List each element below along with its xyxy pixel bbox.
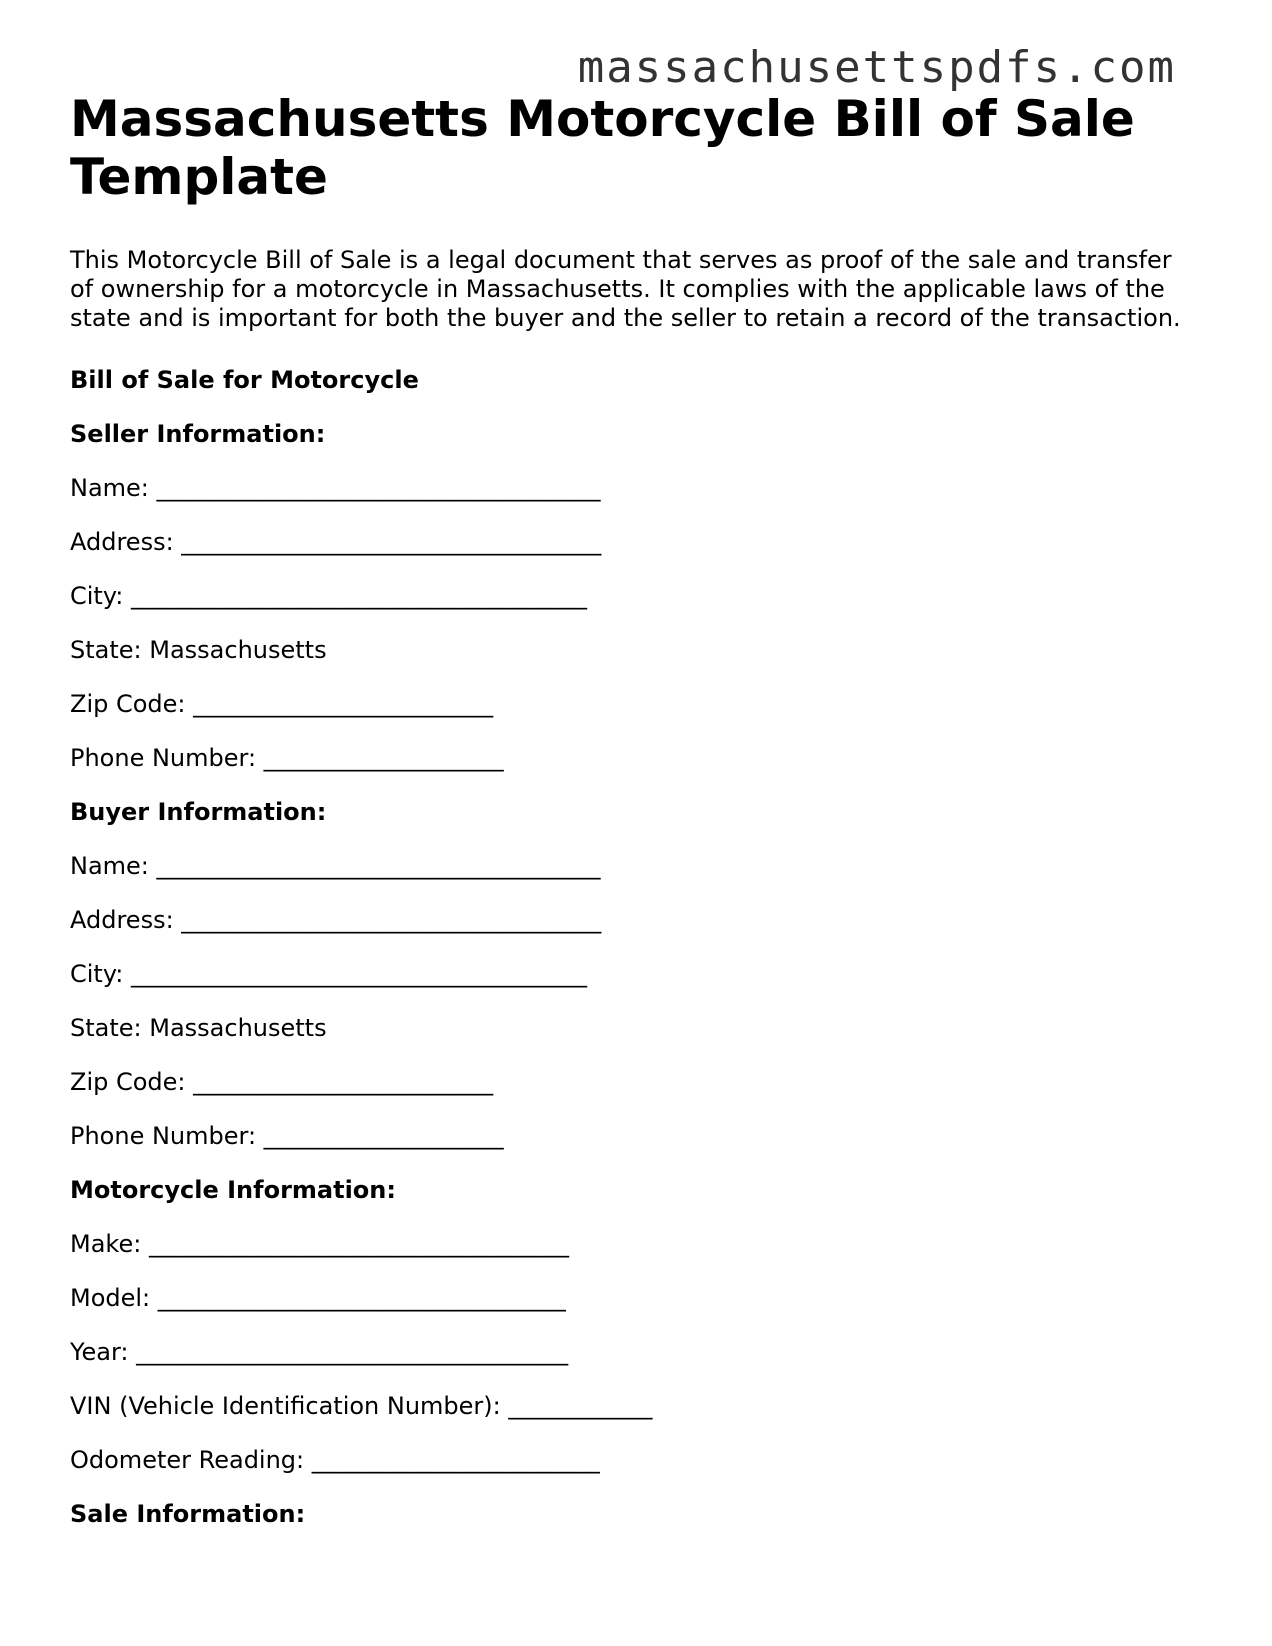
motorcycle-year-field[interactable]: Year: ____________________________________: [70, 1338, 569, 1366]
buyer-phone-field[interactable]: Phone Number: ____________________: [70, 1122, 504, 1150]
seller-state-field: State: Massachusetts: [70, 636, 327, 664]
motorcycle-model-field[interactable]: Model: __________________________________: [70, 1284, 566, 1312]
seller-phone-field[interactable]: Phone Number: ____________________: [70, 744, 504, 772]
sale-section-heading: Sale Information:: [70, 1500, 306, 1528]
seller-section-heading: Seller Information:: [70, 420, 326, 448]
seller-name-field[interactable]: Name: _____________________________________: [70, 474, 601, 502]
buyer-address-field[interactable]: Address: ___________________________________: [70, 906, 602, 934]
document-body: [70, 90, 1190, 1541]
intro-paragraph: This Motorcycle Bill of Sale is a legal document that serves as proof of the sale and transfer of ownership for a motorcycle in Massachusetts. It complies with the applicable laws of the state and is important for both the buyer and the seller to retain a record of the transaction.: [70, 246, 1181, 332]
motorcycle-make-field[interactable]: Make: ___________________________________: [70, 1230, 569, 1258]
buyer-zip-field[interactable]: Zip Code: _________________________: [70, 1068, 494, 1096]
motorcycle-section-heading: Motorcycle Information:: [70, 1176, 396, 1204]
buyer-city-field[interactable]: City: ______________________________________: [70, 960, 588, 988]
seller-city-field[interactable]: City: ______________________________________: [70, 582, 588, 610]
seller-zip-field[interactable]: Zip Code: _________________________: [70, 690, 494, 718]
buyer-section-heading: Buyer Information:: [70, 798, 327, 826]
motorcycle-vin-field[interactable]: VIN (Vehicle Identification Number): ____________: [70, 1392, 653, 1420]
watermark: massachusettspdfs.com: [577, 42, 1176, 93]
motorcycle-odometer-field[interactable]: Odometer Reading: ________________________: [70, 1446, 600, 1474]
buyer-state-field: State: Massachusetts: [70, 1014, 327, 1042]
page-title: Massachusetts Motorcycle Bill of Sale Template: [70, 90, 1135, 206]
buyer-name-field[interactable]: Name: _____________________________________: [70, 852, 601, 880]
seller-address-field[interactable]: Address: ___________________________________: [70, 528, 602, 556]
document-heading: Bill of Sale for Motorcycle: [70, 366, 419, 394]
